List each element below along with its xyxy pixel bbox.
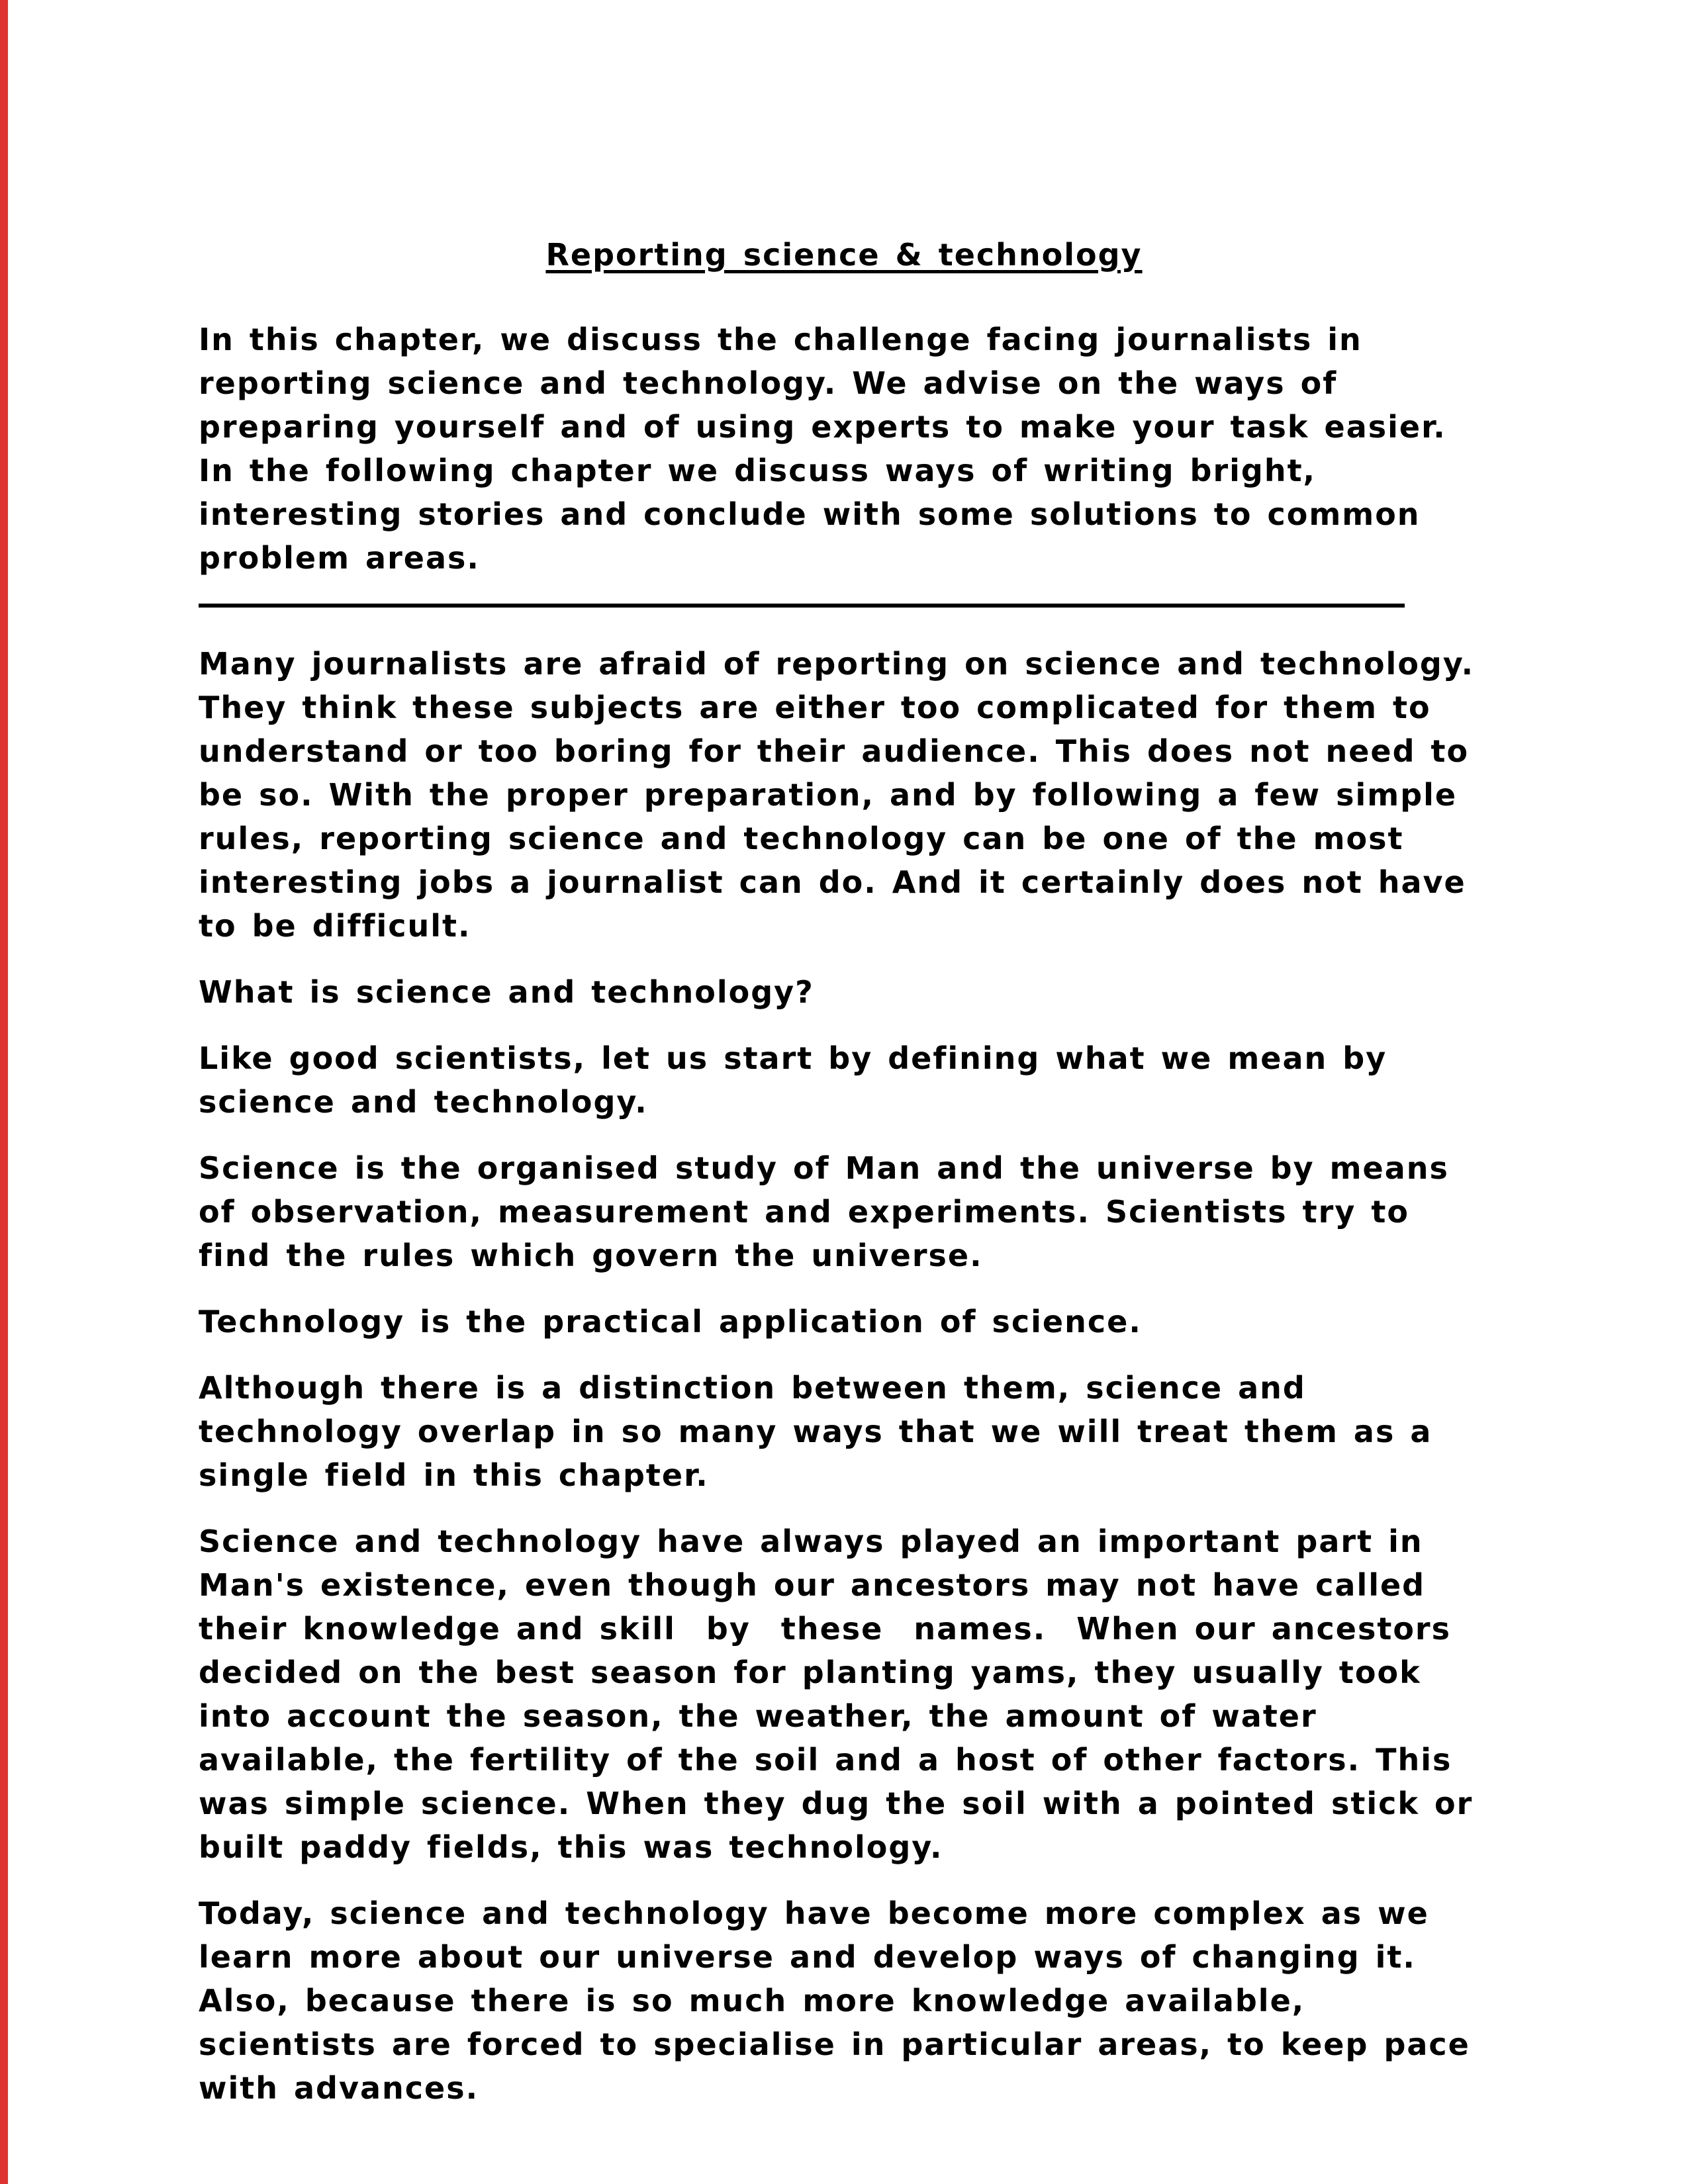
paragraph-distinction: Although there is a distinction between them, science and technology overlap in so many ways that we will treat them as a single field in this chapter.	[199, 1370, 1448, 1493]
paragraph-like-good-scientists: Like good scientists, let us start by defining what we mean by science and technology.	[199, 1040, 1403, 1120]
paragraph-science-definition: Science is the organised study of Man and the universe by means of observation, measurement and experiments. Scientists try to find the rules which govern the universe.	[199, 1150, 1464, 1273]
intro-paragraph: In this chapter, we discuss the challenge facing journalists in reporting science and technology. We advise on the ways of preparing yourself and of using experts to make your task easier. In the following chapter we discuss ways of writing bright, interesting stories and conclude with some solutions to common problem areas.	[199, 322, 1462, 576]
document-title: Reporting science & technology	[545, 237, 1143, 273]
paragraph-today-complex: Today, science and technology have become more complex as we learn more about our universe and develop ways of changing it. Also, because there is so much more knowledge available, scientists are forced to specialise in particular areas, to keep pace with advances.	[199, 1895, 1485, 2106]
paragraph-many-journalists: Many journalists are afraid of reporting on science and technology. They think these subjects are either too complicated for them to understand or too boring for their audience. This does not need to be so. With the proper preparation, and by following a few simple rules, reporting science and technology can be one of the most interesting jobs a journalist can do. And it certainly does not have to be difficult.	[199, 646, 1490, 944]
horizontal-rule	[199, 604, 1405, 608]
paragraph-technology-definition: Technology is the practical application of science.	[199, 1304, 1142, 1340]
section-heading-what-is-science: What is science and technology?	[199, 974, 814, 1010]
paragraph-ancestors: Science and technology have always played an important part in Man's existence, even though our ancestors may not have called their knowledge and skill by these names. When our ancestors decided on the best season for planting yams, they usually took into account the season, the weather, the amount of water available, the fertility of the soil and a host of other factors. This was simple science. When they dug the soil with a pointed stick or built paddy fields, this was technology.	[199, 1524, 1489, 1865]
